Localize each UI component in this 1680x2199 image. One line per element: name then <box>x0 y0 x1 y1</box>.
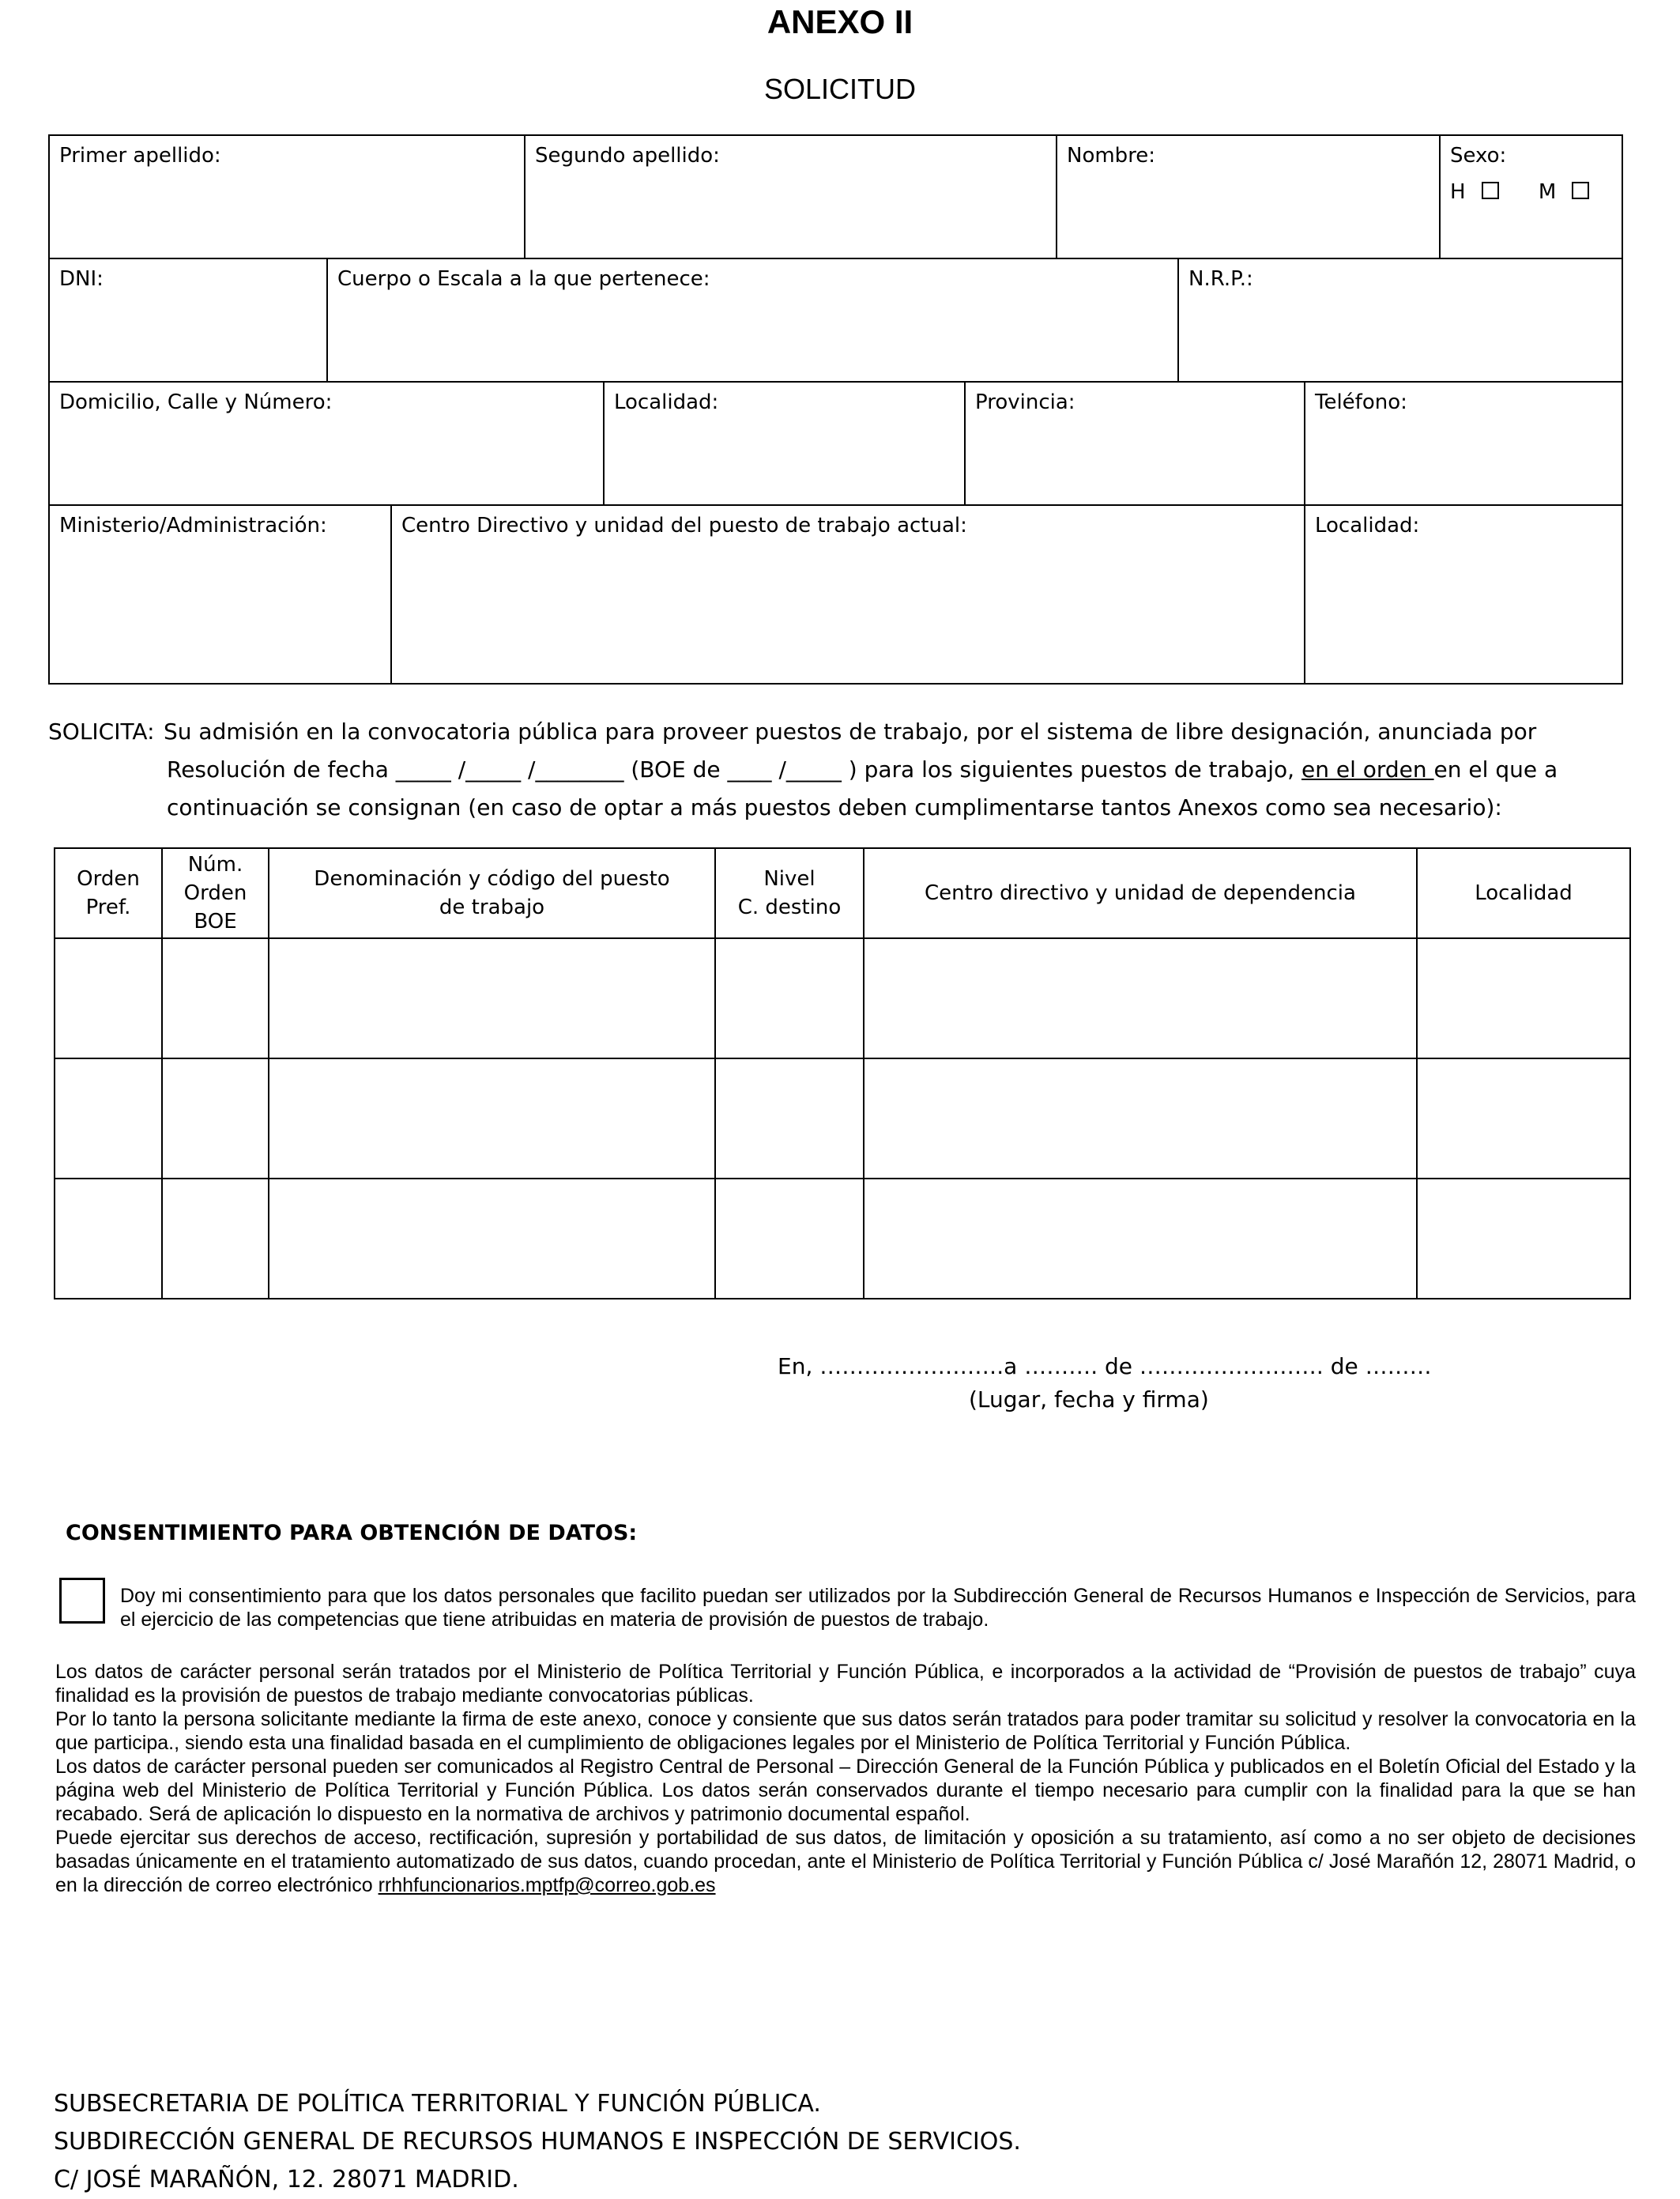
sexo-label: Sexo: <box>1450 144 1507 168</box>
domicilio-label: Domicilio, Calle y Número: <box>59 390 333 414</box>
legal-notice <box>55 1660 1636 1897</box>
footer-address <box>54 2085 1021 2199</box>
table-cell[interactable] <box>162 1058 269 1179</box>
sexo-field <box>1439 136 1622 258</box>
nombre-field[interactable] <box>1056 136 1439 258</box>
solicita-line-1: Su admisión en la convocatoria pública para proveer puestos de trabajo, por el sistema de libre designación, anunciada por <box>164 719 1537 745</box>
header-denominacion: Denominación y código del puesto de trabajo <box>269 848 715 938</box>
table-cell[interactable] <box>269 938 715 1058</box>
telefono-label: Teléfono: <box>1315 390 1407 414</box>
footer-line-1: SUBSECRETARIA DE POLÍTICA TERRITORIAL Y FUNCIÓN PÚBLICA. <box>54 2090 821 2118</box>
segundo-apellido-field[interactable] <box>524 136 1056 258</box>
legal-paragraph-4 <box>55 1826 1636 1897</box>
consent-text: Doy mi consentimiento para que los datos personales que facilito puedan ser utilizados por la Subdirección General de Recursos Humanos e Inspección de Servicios, para el ejercicio de las competencias que tiene atribuidas en materia de provisión de puestos de trabajo. <box>120 1585 1636 1631</box>
document-subtitle: SOLICITUD <box>763 73 917 105</box>
table-row <box>55 1058 1630 1179</box>
table-cell[interactable] <box>55 938 162 1058</box>
footer-line-2: SUBDIRECCIÓN GENERAL DE RECURSOS HUMANOS E INSPECCIÓN DE SERVICIOS. <box>54 2128 1021 2156</box>
dni-label: DNI: <box>59 267 104 291</box>
sexo-m-checkbox[interactable] <box>1572 182 1589 199</box>
header-num-orden-boe: Núm. Orden BOE <box>162 848 269 938</box>
consent-checkbox[interactable] <box>59 1578 105 1624</box>
sexo-h-checkbox[interactable] <box>1482 182 1499 199</box>
table-cell[interactable] <box>715 1179 864 1299</box>
table-cell[interactable] <box>269 1179 715 1299</box>
grid-row-workplace <box>50 506 1622 683</box>
ministerio-field[interactable] <box>50 506 390 683</box>
header-centro-directivo: Centro directivo y unidad de dependencia <box>864 848 1417 938</box>
signature-caption: (Lugar, fecha y firma) <box>969 1386 1209 1413</box>
ministerio-label: Ministerio/Administración: <box>59 514 327 537</box>
table-cell[interactable] <box>715 938 864 1058</box>
table-cell[interactable] <box>715 1058 864 1179</box>
table-cell[interactable] <box>1417 938 1630 1058</box>
provincia-field[interactable] <box>964 383 1304 504</box>
sexo-h-label: H <box>1450 180 1466 204</box>
grid-row-names <box>50 136 1622 259</box>
cuerpo-label: Cuerpo o Escala a la que pertenece: <box>337 267 710 291</box>
signature-line[interactable]: En, …………………….a ………. de ……………………. de ……… <box>778 1353 1432 1379</box>
nombre-label: Nombre: <box>1067 144 1156 168</box>
domicilio-field[interactable] <box>50 383 603 504</box>
segundo-apellido-label: Segundo apellido: <box>535 144 720 168</box>
table-cell[interactable] <box>162 938 269 1058</box>
dni-field[interactable] <box>50 259 326 381</box>
provincia-label: Provincia: <box>975 390 1075 414</box>
table-cell[interactable] <box>55 1179 162 1299</box>
header-localidad: Localidad <box>1417 848 1630 938</box>
centro-directivo-field[interactable] <box>390 506 1304 683</box>
document-title: ANEXO II <box>767 3 913 40</box>
localidad-trabajo-label: Localidad: <box>1315 514 1420 537</box>
consent-title: CONSENTIMIENTO PARA OBTENCIÓN DE DATOS: <box>66 1521 638 1545</box>
table-cell[interactable] <box>864 1179 1417 1299</box>
nrp-field[interactable] <box>1177 259 1622 381</box>
cuerpo-field[interactable] <box>326 259 1177 381</box>
solicita-line-2 <box>167 751 1674 789</box>
solicita-line-2b: en el que a <box>1433 756 1558 783</box>
centro-directivo-label: Centro Directivo y unidad del puesto de trabajo actual: <box>401 514 967 537</box>
primer-apellido-label: Primer apellido: <box>59 144 221 168</box>
table-cell[interactable] <box>269 1058 715 1179</box>
solicita-lead: SOLICITA: <box>48 719 155 745</box>
grid-row-identity <box>50 259 1622 383</box>
table-cell[interactable] <box>864 938 1417 1058</box>
primer-apellido-field[interactable] <box>50 136 524 258</box>
sexo-m-label: M <box>1538 180 1557 204</box>
solicita-line-3: continuación se consignan (en caso de optar a más puestos deben cumplimentarse tantos Anexos como sea necesario): <box>167 794 1502 820</box>
table-cell[interactable] <box>55 1058 162 1179</box>
table-cell[interactable] <box>864 1058 1417 1179</box>
positions-table <box>54 847 1631 1299</box>
legal-paragraph-1: Los datos de carácter personal serán tratados por el Ministerio de Política Territorial y Función Pública, e incorporados a la actividad de “Provisión de puestos de trabajo” cuya finalidad es la provisión de puestos de trabajo mediante convocatorias públicas. <box>55 1661 1636 1707</box>
header-orden-pref: Orden Pref. <box>55 848 162 938</box>
table-cell[interactable] <box>162 1179 269 1299</box>
personal-data-grid <box>48 134 1623 685</box>
contact-email-link[interactable]: rrhhfuncionarios.mptfp@correo.gob.es <box>378 1874 716 1896</box>
solicita-underlined: en el orden <box>1301 756 1434 783</box>
table-row <box>55 1179 1630 1299</box>
table-cell[interactable] <box>1417 1058 1630 1179</box>
grid-row-address <box>50 383 1622 506</box>
legal-paragraph-2: Por lo tanto la persona solicitante mediante la firma de este anexo, conoce y consiente que sus datos serán tratados para poder tramitar su solicitud y resolver la convocatoria en la que participa., siendo esta una finalidad basada en el cumplimiento de obligaciones legales por el Ministerio de Política Territorial y Función Pública. <box>55 1708 1636 1754</box>
positions-header-row <box>55 848 1630 938</box>
localidad-label: Localidad: <box>614 390 719 414</box>
header-nivel: Nivel C. destino <box>715 848 864 938</box>
nrp-label: N.R.P.: <box>1188 267 1253 291</box>
footer-line-3: C/ JOSÉ MARAÑÓN, 12. 28071 MADRID. <box>54 2166 519 2193</box>
legal-paragraph-4-text: Puede ejercitar sus derechos de acceso, rectificación, supresión y portabilidad de sus datos, de limitación y oposición a su tratamiento, así como a no ser objeto de decisiones basadas únicamente en el tratamiento automatizado de sus datos, cuando procedan, ante el Ministerio de Política Territorial y Función Pública c/ José Marañón 12, 28071 Madrid, o en la dirección de correo electrónico <box>55 1827 1636 1896</box>
telefono-field[interactable] <box>1304 383 1622 504</box>
table-row <box>55 938 1630 1058</box>
localidad-field[interactable] <box>603 383 964 504</box>
localidad-trabajo-field[interactable] <box>1304 506 1622 683</box>
table-cell[interactable] <box>1417 1179 1630 1299</box>
solicita-line-2a: Resolución de fecha _____ /_____ /________ (BOE de ____ /_____ ) para los siguientes puestos de trabajo, <box>167 756 1301 783</box>
legal-paragraph-3: Los datos de carácter personal pueden ser comunicados al Registro Central de Personal – Dirección General de la Función Pública y publicados en el Boletín Oficial del Estado y la página web del Ministerio de Política Territorial y Función Pública. Los datos serán conservados durante el tiempo necesario para cumplir con la finalidad para la que se han recabado. Será de aplicación lo dispuesto en la normativa de archivos y patrimonio documental español. <box>55 1756 1636 1825</box>
